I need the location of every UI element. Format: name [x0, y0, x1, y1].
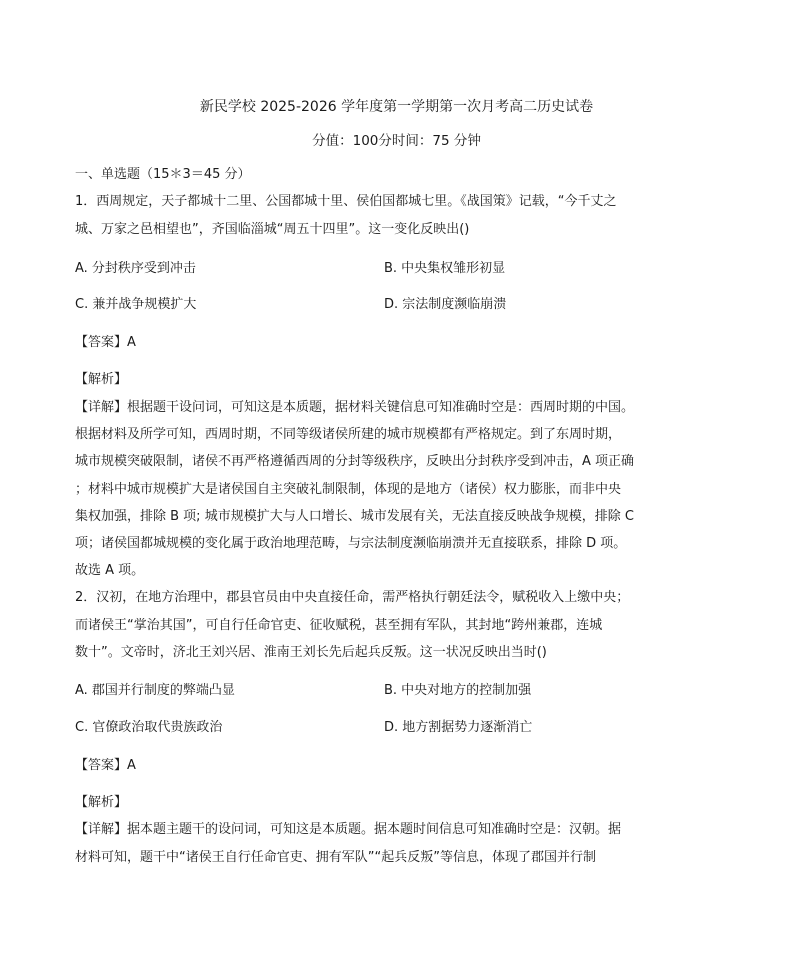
- q1-detail-line-7: 故选 A 项。: [75, 563, 145, 578]
- q2-analysis-label: 【解析】: [75, 795, 128, 810]
- q1-stem-line-2: 城、万家之邑相望也”，齐国临淄城“周五十四里”。这一变化反映出(): [75, 222, 470, 237]
- q2-stem-line-1: 2．汉初，在地方治理中，郡县官员由中央直接任命，需严格执行朝廷法令，赋税收入上缴中央；: [75, 590, 630, 605]
- q1-detail-line-2: 根据材料及所学可知，西周时期，不同等级诸侯所建的城市规模都有严格规定。到了东周时期，: [75, 427, 622, 442]
- q2-option-b: B. 中央对地方的控制加强: [384, 683, 532, 698]
- q1-stem-line-1: 1．西周规定，天子都城十二里、公国都城十里、侯伯国都城七里。《战国策》记载，“今千丈之: [75, 194, 617, 209]
- section-heading: 一、单选题（15＊3＝45 分）: [75, 167, 251, 182]
- exam-title: 新民学校 2025-2026 学年度第一学期第一次月考高二历史试卷: [199, 99, 594, 115]
- q1-answer: 【答案】A: [75, 335, 136, 350]
- q1-detail-line-1: 【详解】根据题干设问词，可知这是本质题，据材料关键信息可知准确时空是：西周时期的中国。: [75, 400, 635, 415]
- q2-answer: 【答案】A: [75, 758, 136, 773]
- q1-analysis-label: 【解析】: [75, 372, 128, 387]
- q1-option-c: C. 兼并战争规模扩大: [75, 297, 197, 312]
- q2-option-d: D. 地方割据势力逐渐消亡: [384, 720, 533, 735]
- q2-detail-line-1: 【详解】据本题主题干的设问词，可知这是本质题。据本题时间信息可知准确时空是：汉朝。据: [75, 822, 622, 837]
- q1-detail-line-5: 集权加强，排除 B 项; 城市规模扩大与人口增长、城市发展有关，无法直接反映战争规模，排除 C: [75, 509, 634, 524]
- score-time-line: 分值：100分时间：75 分钟: [312, 133, 481, 149]
- q1-detail-line-3: 城市规模突破限制，诸侯不再严格遵循西周的分封等级秩序，反映出分封秩序受到冲击，A 项正确: [75, 454, 635, 469]
- q1-detail-line-6: 项；诸侯国都城规模的变化属于政治地理范畴，与宗法制度濒临崩溃并无直接联系，排除 D 项。: [75, 536, 627, 551]
- q2-stem-line-3: 数十”。文帝时，济北王刘兴居、淮南王刘长先后起兵反叛。这一状况反映出当时(): [75, 645, 547, 660]
- q1-option-a: A. 分封秩序受到冲击: [75, 261, 196, 276]
- q2-option-a: A. 郡国并行制度的弊端凸显: [75, 683, 235, 698]
- q1-option-b: B. 中央集权雏形初显: [384, 261, 506, 276]
- q1-option-d: D. 宗法制度濒临崩溃: [384, 297, 507, 312]
- q2-detail-line-2: 材料可知，题干中“诸侯王自行任命官吏、拥有军队”“起兵反叛”等信息，体现了郡国并行制: [75, 850, 596, 865]
- q1-detail-line-4: ；材料中城市规模扩大是诸侯国自主突破礼制限制，体现的是地方（诸侯）权力膨胀，而非中央: [75, 482, 622, 497]
- q2-option-c: C. 官僚政治取代贵族政治: [75, 720, 223, 735]
- q2-stem-line-2: 而诸侯王“掌治其国”，可自行任命官吏、征收赋税，甚至拥有军队，其封地“跨州兼郡，连城: [75, 618, 603, 633]
